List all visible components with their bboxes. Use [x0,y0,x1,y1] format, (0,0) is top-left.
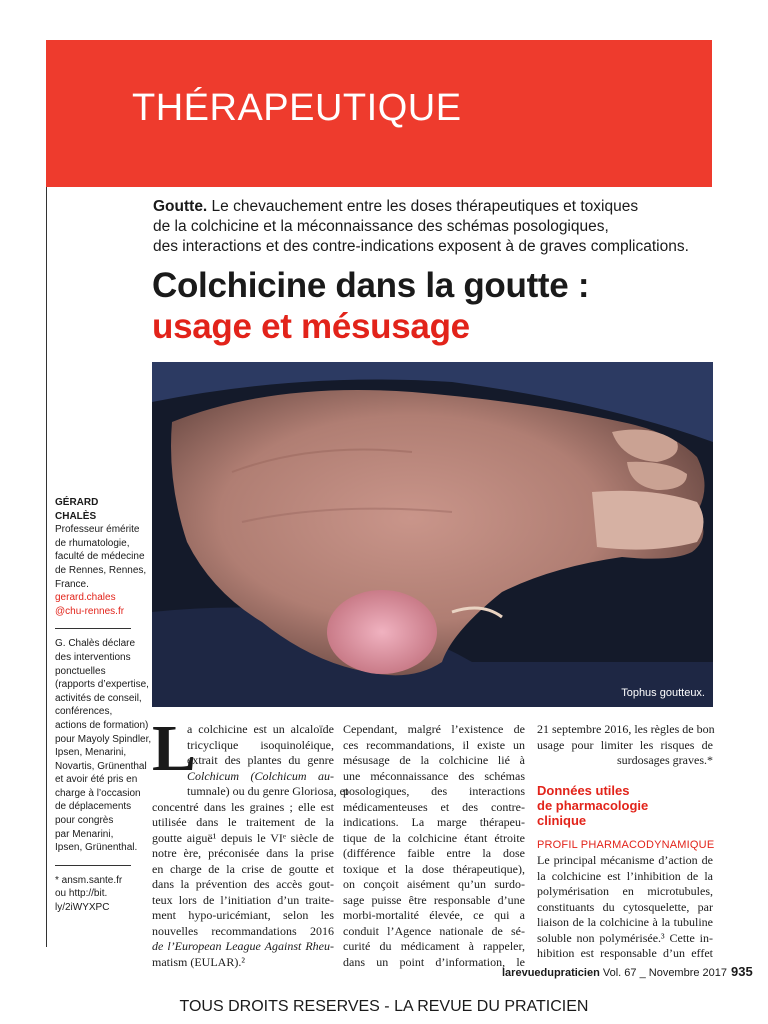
author-name: GÉRARD CHALÈS [55,497,99,522]
body-line: matism (EULAR).² [152,954,245,969]
body-line: notre ère, préconisée dans la prise [152,846,334,860]
body-line: a colchicine est un alcaloïde [187,722,334,736]
author-email-link[interactable]: gerard.chales [55,592,116,604]
footnote-line: ou http://bit. [55,888,108,900]
body-line: une méconnaissance des schémas [343,768,525,783]
body-line: goutte aiguë¹ depuis le VIᵉ siècle de [152,830,334,845]
disclosure-line: Novartis, Grünenthal [55,760,147,772]
author-affiliation-line: France. [55,578,89,590]
body-line: constituants du cytosquelette, par [537,899,713,914]
body-line: 21 septembre 2016, les règles de bon [537,722,715,736]
sidebar-divider [46,187,47,947]
body-line: tricyclique isoquinoléique, [187,737,334,752]
disclosure-line: pour Mayoly Spindler, [55,733,152,745]
body-column-3 [537,722,713,962]
body-line: hibition est responsable d’un effet [537,946,713,960]
body-line: dans la prévention des accès gout- [152,877,334,891]
intro-paragraph [153,197,713,257]
author-affiliation-line: faculté de médecine [55,551,145,563]
intro-lead: Goutte. [153,198,208,215]
sidebar-rule [55,628,131,629]
body-line: nouvelles recommandations 2016 [152,923,334,938]
disclosure-line: charge à l’occasion [55,787,141,799]
body-column-1 [152,712,349,970]
disclosure-line: de déplacements [55,801,132,813]
body-column-2 [343,722,525,970]
article-title: Colchicine dans la goutte : [152,266,590,305]
disclosure-line: activités de conseil, [55,692,142,704]
article-subtitle: usage et mésusage [152,307,470,346]
article-photo [152,362,713,707]
body-line: la colchicine est l’inhibition de la [537,868,713,883]
body-line: curité du médicament à rappeler, [343,939,525,953]
body-line: Colchicum (Colchicum au- [187,768,334,783]
disclosure-line: G. Chalès déclare [55,638,136,650]
disclosure-line: Ipsen, Menarini, [55,747,127,759]
body-line: en charge de la crise de goutte et [152,861,334,876]
body-line: conduit l’Agence nationale de sé- [343,923,525,938]
body-line: teux lors de l’initiation d’un traite- [152,892,334,907]
body-line: sage puisse être responsable d’une [343,892,525,907]
intro-line: des interactions et des contre-indications exposent à de graves complications. [153,238,689,255]
magazine-footer [502,964,753,979]
disclosure-line: des interventions [55,651,131,663]
author-affiliation-line: de Rennes, Rennes, [55,564,147,576]
author-affiliation-line: de rhumatologie, [55,537,130,549]
disclosure-line: Ipsen, Grünenthal. [55,842,138,854]
body-line: surdosages graves.* [617,753,713,767]
subsection-heading: PROFIL PHARMACODYNAMIQUE [537,838,715,851]
body-line: mésusage de la colchicine lié à [343,753,525,767]
section-title: THÉRAPEUTIQUE [132,87,462,129]
body-line: extrait des plantes du genre [187,753,334,767]
author-sidebar [55,496,152,915]
disclosure-line: conférences, [55,706,113,718]
copyright-notice: TOUS DROITS RESERVES - LA REVUE DU PRATICIEN [179,998,589,1015]
body-line: de l’European League Against Rheu- [152,939,334,953]
page-number: 935 [731,964,753,979]
body-line: Cependant, malgré l’existence de [343,722,525,736]
body-line: posologiques, des interactions [343,784,525,798]
body-line: usage pour limiter les risques de [537,737,713,752]
body-line: Le principal mécanisme d’action de [537,853,713,867]
footnote-line: ly/2iWYXPC [55,902,110,914]
body-line: on conçoit aisément qu’un surdo- [343,877,525,891]
section-subhead: clinique [537,812,587,828]
author-email-link[interactable]: @chu-rennes.fr [55,605,125,617]
body-line: concentré dans les graines ; elle est [152,799,334,814]
body-line: tumnale) ou du genre Gloriosa, et [187,784,349,798]
section-subhead: Données utiles [537,782,630,798]
body-line: ment hypo-uricémiant, selon les [152,908,334,922]
drop-cap: L [152,712,197,785]
disclosure-line: par Menarini, [55,828,114,840]
body-line: dans un point d’information, le [343,954,525,969]
photo-caption: Tophus goutteux. [621,687,705,699]
body-line: (différence faible entre la dose [343,846,525,860]
body-line: toxique et la dose thérapeutique), [343,861,525,876]
disclosure-line: ponctuelles [55,665,106,677]
intro-line: Goutte. Le chevauchement entre les doses thérapeutiques et toxiques [153,198,639,215]
body-line: médicamenteuses et des contre- [343,799,525,814]
body-line: utilisée dans le traitement de la [152,815,334,829]
sidebar-rule [55,865,131,866]
body-line: liaison de la colchicine à la tubuline [537,915,713,929]
body-line: tique de la colchicine étant étroite [343,830,525,845]
section-subhead: de pharmacologie [537,797,649,813]
body-line: polymérisation en microtubules, [537,884,713,898]
author-affiliation-line: Professeur émérite [55,524,140,536]
issue-info: Vol. 67 _ Novembre 2017 [599,967,728,979]
disclosure-line: et avoir été pris en [55,774,138,786]
intro-line: de la colchicine et la méconnaissance des schémas posologiques, [153,218,609,235]
magazine-brand: larevuedupraticien [502,967,600,979]
body-line: ces recommandations, il existe un [343,737,525,752]
disclosure-line: (rapports d’expertise, [55,679,149,691]
footnote-line: * ansm.sante.fr [55,874,123,886]
body-line: soluble non polymérisée.³ Cette in- [537,930,713,945]
foot-photo-illustration [152,362,713,707]
body-line: morbi-mortalité élevée, ce qui a [343,908,525,922]
disclosure-line: pour congrès [55,815,114,827]
disclosure-line: actions de formation) [55,719,149,731]
body-line: indications. La marge thérapeu- [343,815,525,829]
